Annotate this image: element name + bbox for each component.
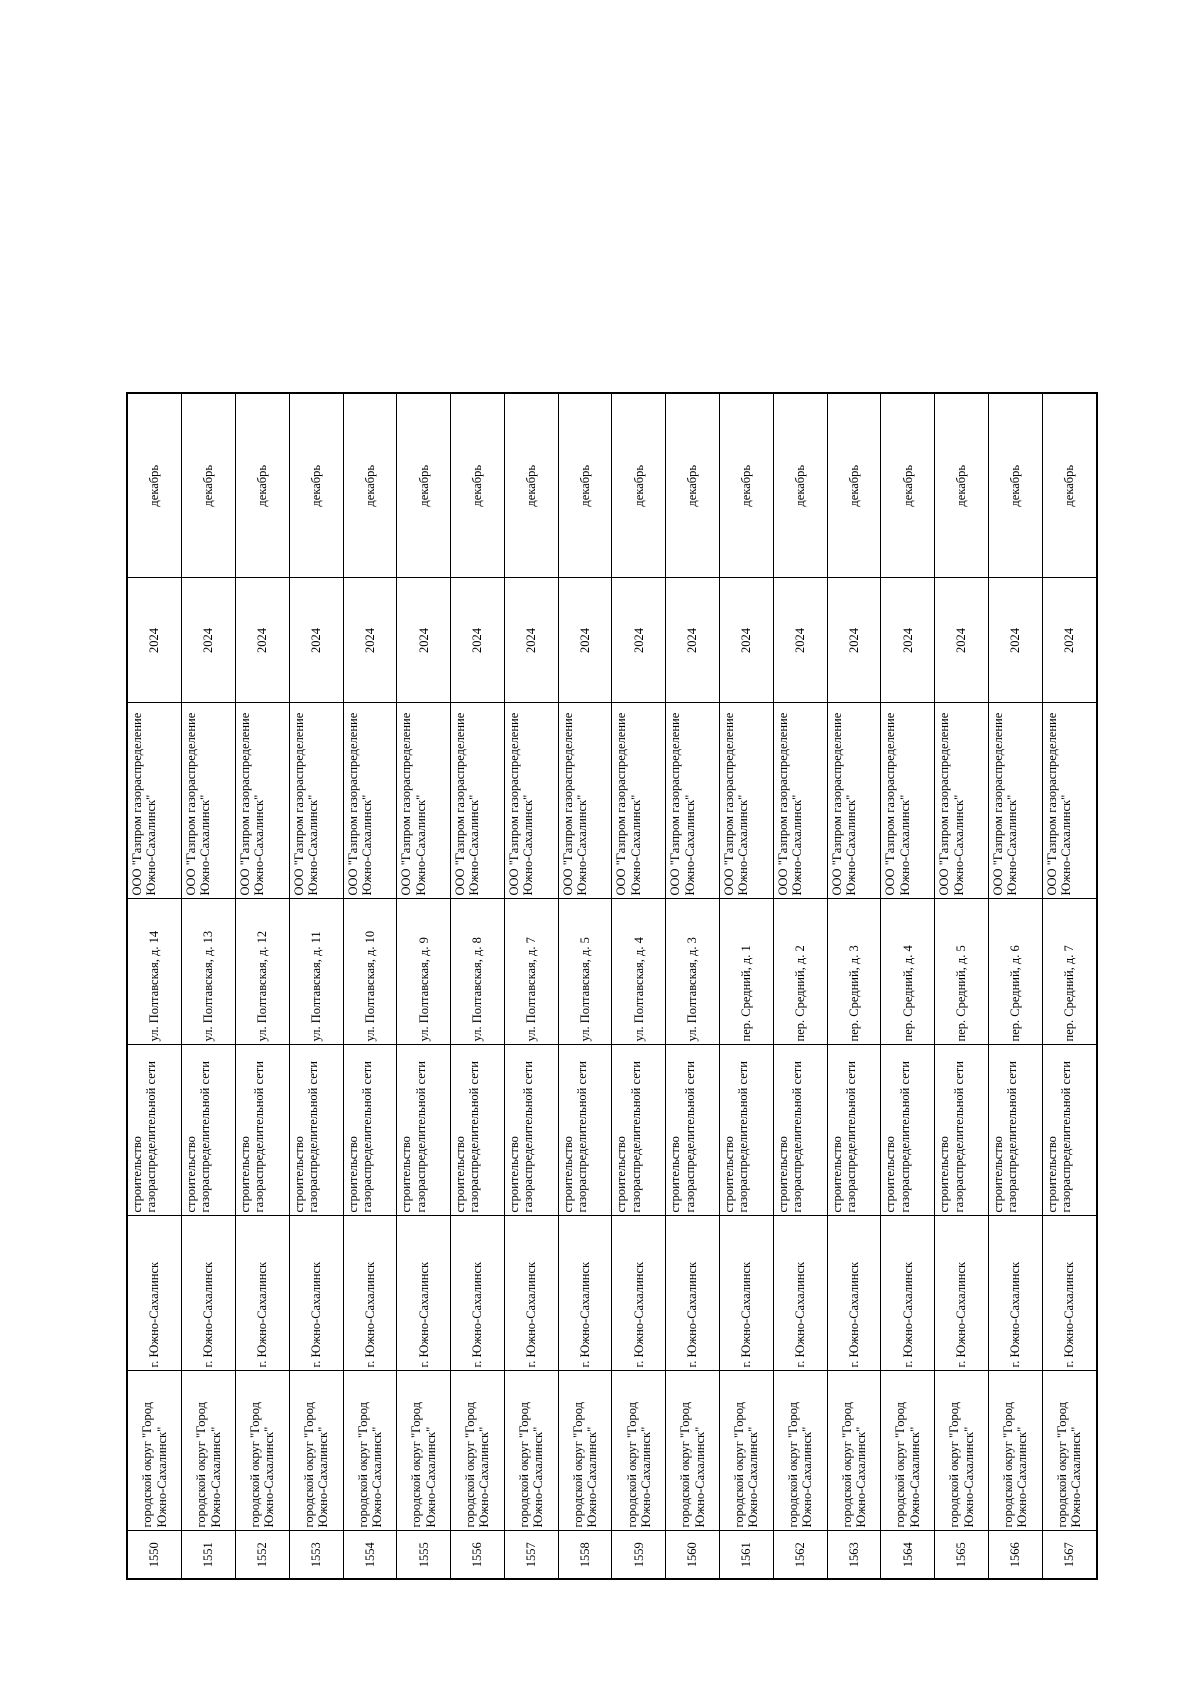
table-row bbox=[935, 393, 989, 1579]
year-cell: 2024 bbox=[504, 578, 558, 703]
address-cell: пер. Средний, д. 2 bbox=[773, 899, 827, 1045]
row-number: 1561 bbox=[720, 1531, 774, 1579]
row-number: 1554 bbox=[343, 1531, 397, 1579]
organization-cell: ООО "Газпром газораспределение Южно-Сахалинск" bbox=[558, 703, 612, 899]
month-cell: декабрь bbox=[504, 393, 558, 578]
district-cell: городской округ "Город Южно-Сахалинск" bbox=[881, 1371, 935, 1531]
city-cell: г. Южно-Сахалинск bbox=[235, 1216, 289, 1371]
address-cell: пер. Средний, д. 7 bbox=[1042, 899, 1097, 1045]
city-cell: г. Южно-Сахалинск bbox=[881, 1216, 935, 1371]
year-cell: 2024 bbox=[235, 578, 289, 703]
district-cell: городской округ "Город Южно-Сахалинск" bbox=[935, 1371, 989, 1531]
work-type-cell: строительство газораспределительной сети bbox=[666, 1045, 720, 1216]
organization-cell: ООО "Газпром газораспределение Южно-Сахалинск" bbox=[612, 703, 666, 899]
city-cell: г. Южно-Сахалинск bbox=[127, 1216, 182, 1371]
year-cell: 2024 bbox=[612, 578, 666, 703]
month-cell: декабрь bbox=[935, 393, 989, 578]
district-cell: городской округ "Город Южно-Сахалинск" bbox=[773, 1371, 827, 1531]
work-type-cell: строительство газораспределительной сети bbox=[881, 1045, 935, 1216]
year-cell: 2024 bbox=[881, 578, 935, 703]
work-type-cell: строительство газораспределительной сети bbox=[827, 1045, 881, 1216]
district-cell: городской округ "Город Южно-Сахалинск" bbox=[451, 1371, 505, 1531]
address-cell: ул. Полтавская, д. 3 bbox=[666, 899, 720, 1045]
organization-cell: ООО "Газпром газораспределение Южно-Сахалинск" bbox=[989, 703, 1043, 899]
work-type-cell: строительство газораспределительной сети bbox=[397, 1045, 451, 1216]
month-cell: декабрь bbox=[612, 393, 666, 578]
month-cell: декабрь bbox=[343, 393, 397, 578]
month-cell: декабрь bbox=[1042, 393, 1097, 578]
year-cell: 2024 bbox=[720, 578, 774, 703]
year-cell: 2024 bbox=[289, 578, 343, 703]
month-cell: декабрь bbox=[989, 393, 1043, 578]
address-cell: ул. Полтавская, д. 12 bbox=[235, 899, 289, 1045]
year-cell: 2024 bbox=[182, 578, 236, 703]
year-cell: 2024 bbox=[397, 578, 451, 703]
address-cell: ул. Полтавская, д. 14 bbox=[127, 899, 182, 1045]
row-number: 1555 bbox=[397, 1531, 451, 1579]
work-type-cell: строительство газораспределительной сети bbox=[127, 1045, 182, 1216]
table-row bbox=[397, 393, 451, 1579]
year-cell: 2024 bbox=[989, 578, 1043, 703]
district-cell: городской округ "Город Южно-Сахалинск" bbox=[504, 1371, 558, 1531]
month-cell: декабрь bbox=[235, 393, 289, 578]
work-type-cell: строительство газораспределительной сети bbox=[558, 1045, 612, 1216]
year-cell: 2024 bbox=[935, 578, 989, 703]
work-type-cell: строительство газораспределительной сети bbox=[612, 1045, 666, 1216]
row-number: 1564 bbox=[881, 1531, 935, 1579]
month-cell: декабрь bbox=[827, 393, 881, 578]
month-cell: декабрь bbox=[558, 393, 612, 578]
month-cell: декабрь bbox=[720, 393, 774, 578]
city-cell: г. Южно-Сахалинск bbox=[827, 1216, 881, 1371]
work-type-cell: строительство газораспределительной сети bbox=[504, 1045, 558, 1216]
year-cell: 2024 bbox=[451, 578, 505, 703]
address-cell: ул. Полтавская, д. 8 bbox=[451, 899, 505, 1045]
table-row bbox=[182, 393, 236, 1579]
district-cell: городской округ "Город Южно-Сахалинск" bbox=[612, 1371, 666, 1531]
row-number: 1556 bbox=[451, 1531, 505, 1579]
table-row bbox=[343, 393, 397, 1579]
row-number: 1553 bbox=[289, 1531, 343, 1579]
district-cell: городской округ "Город Южно-Сахалинск" bbox=[289, 1371, 343, 1531]
table-row bbox=[612, 393, 666, 1579]
district-cell: городской округ "Город Южно-Сахалинск" bbox=[989, 1371, 1043, 1531]
table-row bbox=[289, 393, 343, 1579]
organization-cell: ООО "Газпром газораспределение Южно-Сахалинск" bbox=[289, 703, 343, 899]
organization-cell: ООО "Газпром газораспределение Южно-Сахалинск" bbox=[504, 703, 558, 899]
address-cell: пер. Средний, д. 3 bbox=[827, 899, 881, 1045]
city-cell: г. Южно-Сахалинск bbox=[558, 1216, 612, 1371]
month-cell: декабрь bbox=[666, 393, 720, 578]
address-cell: ул. Полтавская, д. 4 bbox=[612, 899, 666, 1045]
month-cell: декабрь bbox=[127, 393, 182, 578]
work-type-cell: строительство газораспределительной сети bbox=[182, 1045, 236, 1216]
month-cell: декабрь bbox=[773, 393, 827, 578]
address-cell: ул. Полтавская, д. 7 bbox=[504, 899, 558, 1045]
city-cell: г. Южно-Сахалинск bbox=[720, 1216, 774, 1371]
month-cell: декабрь bbox=[182, 393, 236, 578]
table-row bbox=[881, 393, 935, 1579]
month-cell: декабрь bbox=[881, 393, 935, 578]
row-number: 1565 bbox=[935, 1531, 989, 1579]
work-type-cell: строительство газораспределительной сети bbox=[935, 1045, 989, 1216]
year-cell: 2024 bbox=[558, 578, 612, 703]
row-number: 1560 bbox=[666, 1531, 720, 1579]
month-cell: декабрь bbox=[451, 393, 505, 578]
district-cell: городской округ "Город Южно-Сахалинск" bbox=[666, 1371, 720, 1531]
district-cell: городской округ "Город Южно-Сахалинск" bbox=[720, 1371, 774, 1531]
city-cell: г. Южно-Сахалинск bbox=[612, 1216, 666, 1371]
work-type-cell: строительство газораспределительной сети bbox=[989, 1045, 1043, 1216]
organization-cell: ООО "Газпром газораспределение Южно-Сахалинск" bbox=[235, 703, 289, 899]
city-cell: г. Южно-Сахалинск bbox=[289, 1216, 343, 1371]
organization-cell: ООО "Газпром газораспределение Южно-Сахалинск" bbox=[827, 703, 881, 899]
year-cell: 2024 bbox=[127, 578, 182, 703]
table-body bbox=[127, 393, 1097, 1579]
table-row bbox=[1042, 393, 1097, 1579]
year-cell: 2024 bbox=[773, 578, 827, 703]
city-cell: г. Южно-Сахалинск bbox=[182, 1216, 236, 1371]
district-cell: городской округ "Город Южно-Сахалинск" bbox=[235, 1371, 289, 1531]
address-cell: ул. Полтавская, д. 13 bbox=[182, 899, 236, 1045]
table-row bbox=[127, 393, 182, 1579]
address-cell: ул. Полтавская, д. 9 bbox=[397, 899, 451, 1045]
address-cell: пер. Средний, д. 1 bbox=[720, 899, 774, 1045]
work-type-cell: строительство газораспределительной сети bbox=[343, 1045, 397, 1216]
city-cell: г. Южно-Сахалинск bbox=[666, 1216, 720, 1371]
address-cell: пер. Средний, д. 6 bbox=[989, 899, 1043, 1045]
city-cell: г. Южно-Сахалинск bbox=[397, 1216, 451, 1371]
row-number: 1563 bbox=[827, 1531, 881, 1579]
work-type-cell: строительство газораспределительной сети bbox=[773, 1045, 827, 1216]
year-cell: 2024 bbox=[343, 578, 397, 703]
city-cell: г. Южно-Сахалинск bbox=[451, 1216, 505, 1371]
row-number: 1552 bbox=[235, 1531, 289, 1579]
row-number: 1562 bbox=[773, 1531, 827, 1579]
work-type-cell: строительство газораспределительной сети bbox=[451, 1045, 505, 1216]
row-number: 1557 bbox=[504, 1531, 558, 1579]
table-row bbox=[666, 393, 720, 1579]
row-number: 1558 bbox=[558, 1531, 612, 1579]
table-row bbox=[558, 393, 612, 1579]
organization-cell: ООО "Газпром газораспределение Южно-Сахалинск" bbox=[720, 703, 774, 899]
address-cell: ул. Полтавская, д. 5 bbox=[558, 899, 612, 1045]
city-cell: г. Южно-Сахалинск bbox=[1042, 1216, 1097, 1371]
address-cell: пер. Средний, д. 5 bbox=[935, 899, 989, 1045]
row-number: 1559 bbox=[612, 1531, 666, 1579]
district-cell: городской округ "Город Южно-Сахалинск" bbox=[397, 1371, 451, 1531]
organization-cell: ООО "Газпром газораспределение Южно-Сахалинск" bbox=[451, 703, 505, 899]
organization-cell: ООО "Газпром газораспределение Южно-Сахалинск" bbox=[881, 703, 935, 899]
address-cell: ул. Полтавская, д. 11 bbox=[289, 899, 343, 1045]
organization-cell: ООО "Газпром газораспределение Южно-Сахалинск" bbox=[343, 703, 397, 899]
district-cell: городской округ "Город Южно-Сахалинск" bbox=[1042, 1371, 1097, 1531]
organization-cell: ООО "Газпром газораспределение Южно-Сахалинск" bbox=[773, 703, 827, 899]
work-type-cell: строительство газораспределительной сети bbox=[235, 1045, 289, 1216]
table-row bbox=[235, 393, 289, 1579]
organization-cell: ООО "Газпром газораспределение Южно-Сахалинск" bbox=[1042, 703, 1097, 899]
table-row bbox=[773, 393, 827, 1579]
city-cell: г. Южно-Сахалинск bbox=[343, 1216, 397, 1371]
organization-cell: ООО "Газпром газораспределение Южно-Сахалинск" bbox=[666, 703, 720, 899]
organization-cell: ООО "Газпром газораспределение Южно-Сахалинск" bbox=[935, 703, 989, 899]
month-cell: декабрь bbox=[289, 393, 343, 578]
organization-cell: ООО "Газпром газораспределение Южно-Сахалинск" bbox=[182, 703, 236, 899]
city-cell: г. Южно-Сахалинск bbox=[935, 1216, 989, 1371]
organization-cell: ООО "Газпром газораспределение Южно-Сахалинск" bbox=[397, 703, 451, 899]
table-row bbox=[827, 393, 881, 1579]
rotated-page bbox=[126, 394, 1098, 1580]
table-row bbox=[720, 393, 774, 1579]
table-row bbox=[504, 393, 558, 1579]
work-type-cell: строительство газораспределительной сети bbox=[1042, 1045, 1097, 1216]
district-cell: городской округ "Город Южно-Сахалинск" bbox=[127, 1371, 182, 1531]
table-row bbox=[989, 393, 1043, 1579]
address-cell: пер. Средний, д. 4 bbox=[881, 899, 935, 1045]
city-cell: г. Южно-Сахалинск bbox=[773, 1216, 827, 1371]
work-type-cell: строительство газораспределительной сети bbox=[289, 1045, 343, 1216]
district-cell: городской округ "Город Южно-Сахалинск" bbox=[343, 1371, 397, 1531]
gas-network-table bbox=[126, 392, 1098, 1580]
city-cell: г. Южно-Сахалинск bbox=[504, 1216, 558, 1371]
row-number: 1551 bbox=[182, 1531, 236, 1579]
year-cell: 2024 bbox=[827, 578, 881, 703]
month-cell: декабрь bbox=[397, 393, 451, 578]
row-number: 1567 bbox=[1042, 1531, 1097, 1579]
city-cell: г. Южно-Сахалинск bbox=[989, 1216, 1043, 1371]
year-cell: 2024 bbox=[1042, 578, 1097, 703]
year-cell: 2024 bbox=[666, 578, 720, 703]
work-type-cell: строительство газораспределительной сети bbox=[720, 1045, 774, 1216]
address-cell: ул. Полтавская, д. 10 bbox=[343, 899, 397, 1045]
organization-cell: ООО "Газпром газораспределение Южно-Сахалинск" bbox=[127, 703, 182, 899]
district-cell: городской округ "Город Южно-Сахалинск" bbox=[558, 1371, 612, 1531]
row-number: 1566 bbox=[989, 1531, 1043, 1579]
district-cell: городской округ "Город Южно-Сахалинск" bbox=[182, 1371, 236, 1531]
district-cell: городской округ "Город Южно-Сахалинск" bbox=[827, 1371, 881, 1531]
table-row bbox=[451, 393, 505, 1579]
row-number: 1550 bbox=[127, 1531, 182, 1579]
